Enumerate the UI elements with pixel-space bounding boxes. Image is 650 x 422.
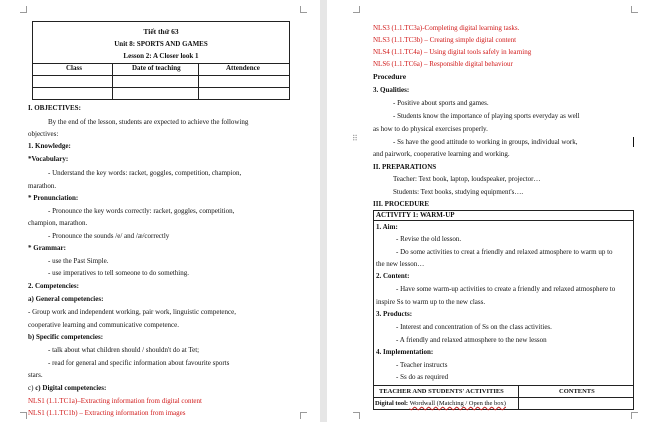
lesson-title: Lesson 2: A Closer look 1 xyxy=(123,52,199,60)
margin-corner-mark xyxy=(631,412,638,419)
activity-text: - Do some activities to creat a friendly and relaxed atmosphere to warm up to xyxy=(396,248,613,256)
activity-text: the new lesson… xyxy=(376,260,425,268)
body-text: - Pronounce the sounds /e/ and /æ/correctly xyxy=(48,232,170,240)
body-text: Teacher: Text book, laptop, loudspeaker, projector… xyxy=(393,175,541,183)
period-title: Tiết thứ 63 xyxy=(143,27,179,36)
activity-text: - A friendly and relaxed atmosphere to the new lesson xyxy=(396,336,547,344)
body-text: By the end of the lesson, students are expected to achieve the following xyxy=(48,118,249,126)
margin-corner-mark xyxy=(353,6,360,13)
body-text: - Ss have the good attitude to working in groups, individual work, xyxy=(393,138,578,146)
table-rule xyxy=(32,75,290,76)
digital-competency-item: NLS1 (1.1.TC1b) – Extracting information from images xyxy=(28,409,186,417)
subsection-heading: * Grammar: xyxy=(28,244,66,252)
subsection-heading: *Vocabulary: xyxy=(28,155,69,163)
table-rule xyxy=(373,385,634,386)
body-text: champion, marathon. xyxy=(28,219,88,227)
table-rule xyxy=(373,397,634,398)
text-cursor xyxy=(633,137,634,147)
body-text: - Pronounce the key words correctly: racket, goggles, competition, xyxy=(48,207,235,215)
section-heading: I. OBJECTIVES: xyxy=(28,104,81,112)
body-text: - talk about what children should / shouldn't do at Tet; xyxy=(48,346,200,354)
digital-competency-item: NLS3 (1.1.TC3b) – Creating simple digital content xyxy=(373,36,517,44)
table-rule xyxy=(112,63,113,100)
body-text: - Group work and independent working, pair work, linguistic competence, xyxy=(28,308,237,316)
table-rule xyxy=(32,87,290,88)
activity-heading: 4. Implementation: xyxy=(376,348,434,356)
activity-text: inspire Ss to warm up to the new class. xyxy=(376,298,486,306)
body-text: and pairwork, cooperative learning and working. xyxy=(373,150,510,158)
column-header-class: Class xyxy=(66,64,82,72)
unit-title: Unit 8: SPORTS AND GAMES xyxy=(114,40,208,48)
table-rule xyxy=(198,63,199,100)
table-rule xyxy=(373,220,634,221)
margin-corner-mark xyxy=(300,412,307,419)
subsection-heading: 3. Qualities: xyxy=(373,86,410,94)
body-text: - Students know the importance of playing sports everyday as well xyxy=(393,112,580,120)
activity-heading: 3. Products: xyxy=(376,310,413,318)
section-heading: II. PREPARATIONS xyxy=(373,163,437,171)
body-text: - Positive about sports and games. xyxy=(393,99,489,107)
activity-text: - Ss do as required xyxy=(396,373,449,381)
column-header-activities: TEACHER AND STUDENTS' ACTIVITIES xyxy=(379,388,504,395)
activity-heading: 1. Aim: xyxy=(376,223,398,231)
column-header-date: Date of teaching xyxy=(132,64,181,72)
margin-corner-mark xyxy=(631,6,638,13)
section-heading: Procedure xyxy=(373,72,407,81)
margin-corner-mark xyxy=(20,6,27,13)
activity-heading: 2. Content: xyxy=(376,272,410,280)
subsection-heading: 1. Knowledge: xyxy=(28,142,71,150)
subsection-heading: a) General competencies: xyxy=(28,295,104,303)
digital-tool-row xyxy=(375,399,506,408)
table-move-handle-icon[interactable]: ⠿ xyxy=(352,134,359,143)
body-text: marathon. xyxy=(28,182,57,190)
margin-corner-mark xyxy=(353,412,360,419)
digital-tool-value: Wordwall (Matching / Open the box) xyxy=(409,400,506,407)
activity-text: - Teacher instructs xyxy=(396,361,448,369)
digital-competency-item: NLS3 (1.1.TC3a)-Completing digital learning tasks. xyxy=(373,24,520,32)
subsection-heading: 2. Competencies: xyxy=(28,282,79,290)
body-text: Students: Text books, studying equipment's…. xyxy=(393,188,524,196)
activity-text: - Interest and concentration of Ss on the class activities. xyxy=(396,323,552,331)
margin-corner-mark xyxy=(300,6,307,13)
digital-competency-item: NLS1 (1.1.TC1a)–Extracting information from digital content xyxy=(28,397,202,405)
body-text: - Understand the key words: racket, goggles, competition, champion, xyxy=(48,169,242,177)
activity-text: - Revise the old lesson. xyxy=(396,235,462,243)
column-header-contents: CONTENTS xyxy=(559,388,595,395)
subsection-heading: c) c) Digital competencies: xyxy=(28,384,107,392)
section-heading: III. PROCEDURE xyxy=(373,200,430,208)
document-page-right xyxy=(327,0,650,422)
activity-text: - Have some warm-up activities to create a friendly and relaxed atmosphere to xyxy=(396,285,616,293)
body-text: objectives: xyxy=(28,130,59,138)
body-text: - use the Past Simple. xyxy=(48,257,109,265)
digital-tool-label: Digital tool: xyxy=(375,400,409,407)
subsection-heading: b) Specific competencies: xyxy=(28,333,104,341)
margin-corner-mark xyxy=(20,412,27,419)
digital-competency-item: NLS4 (1.1.TC4a) – Using digital tools safely in learning xyxy=(373,48,532,56)
digital-competencies-label: c) Digital competencies: xyxy=(35,384,107,392)
body-text: - read for general and specific information about favourite sports xyxy=(48,359,230,367)
digital-competency-item: NLS6 (1.1.TC6a) – Responsible digital behaviour xyxy=(373,60,513,68)
subsection-heading: * Pronunciation: xyxy=(28,194,79,202)
body-text: as how to do physical exercises properly. xyxy=(373,125,488,133)
column-header-attendence: Attendence xyxy=(226,64,260,72)
body-text: stars. xyxy=(28,371,43,379)
body-text: cooperative learning and communicative competence. xyxy=(28,321,180,329)
document-page-left xyxy=(0,0,320,422)
body-text: - use imperatives to tell someone to do something. xyxy=(48,269,189,277)
activity-title: ACTIVITY 1: WARM-UP xyxy=(376,211,455,219)
